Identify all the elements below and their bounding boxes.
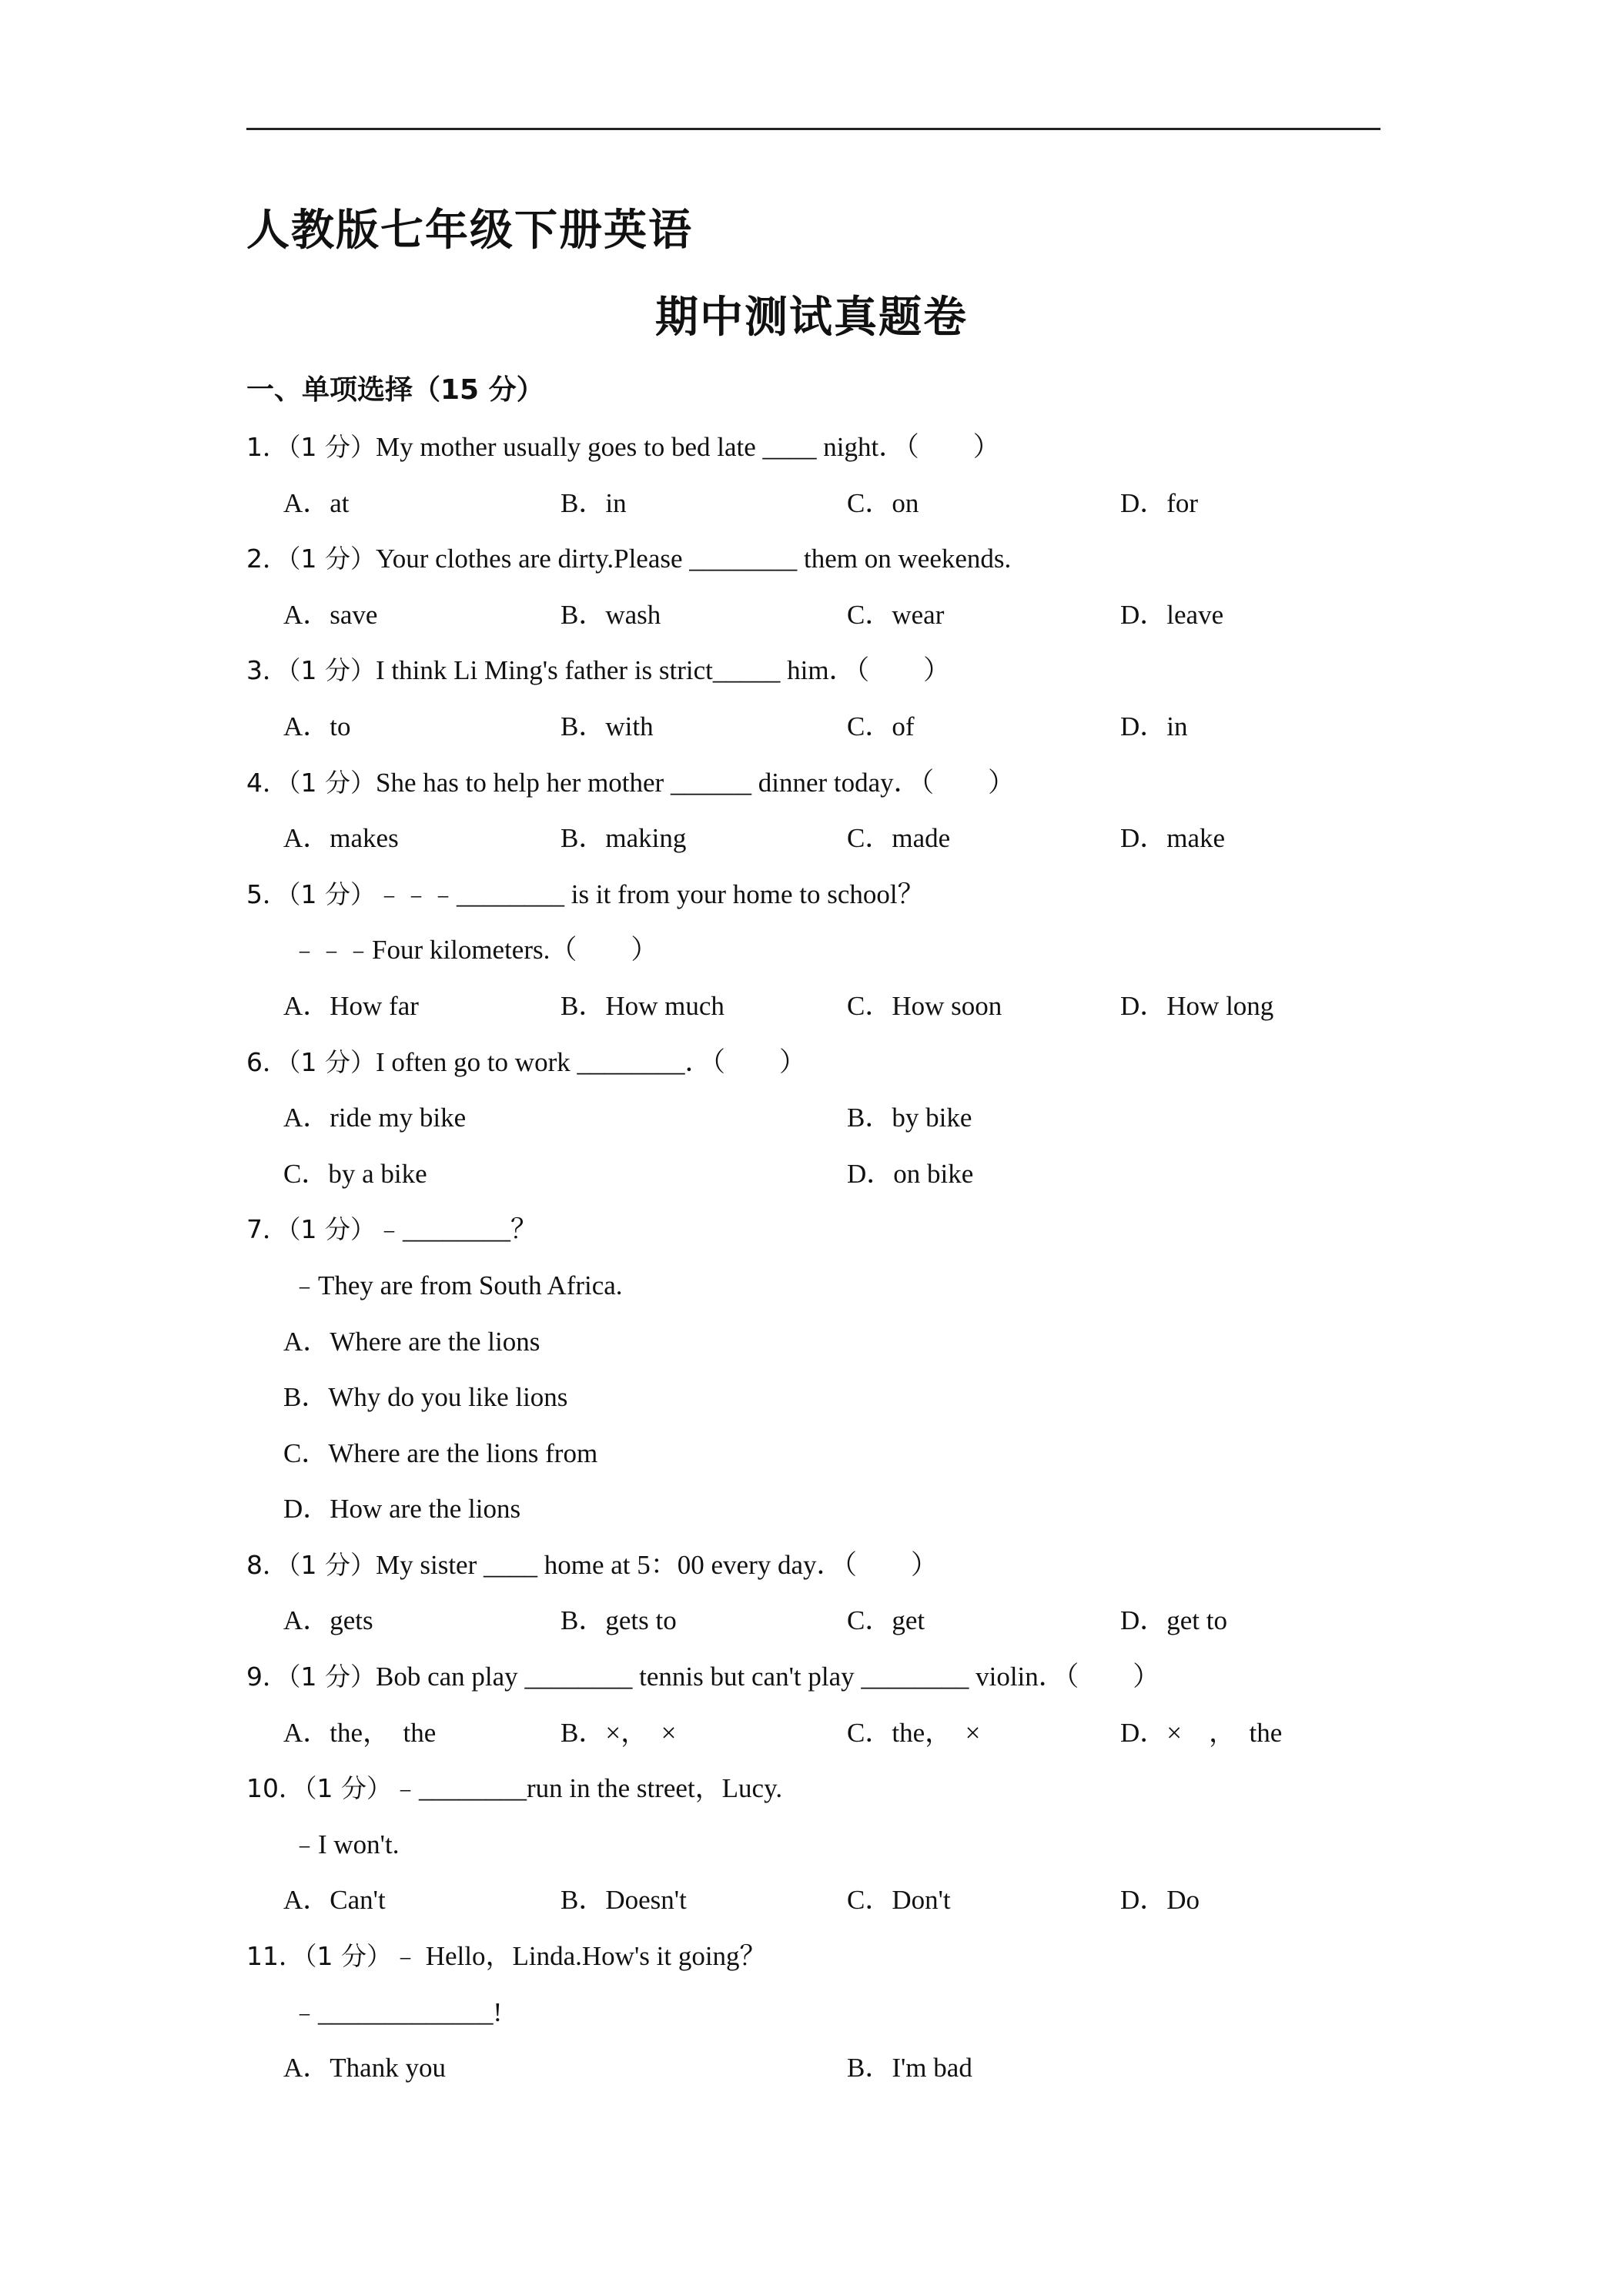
options-row	[0, 1481, 1623, 1538]
options-row	[0, 1593, 1623, 1649]
question-4	[0, 755, 1623, 812]
dialogue-reply: ﹣﹣﹣Four kilometers.（ ）	[291, 935, 658, 966]
option-a: A．at	[283, 487, 350, 518]
options-row	[0, 1314, 1623, 1371]
option-d: D．get to	[1120, 1605, 1228, 1636]
question-text: ﹣ Hello，Linda.How's it going？	[392, 1941, 767, 1972]
options-row	[0, 476, 1623, 532]
question-8	[0, 1538, 1623, 1594]
option-a: A．save	[283, 599, 378, 630]
question-dialogue-line	[0, 1817, 1623, 1873]
question-11	[0, 1929, 1623, 1985]
question-dialogue-line	[0, 922, 1623, 979]
option-b: B．×， ×	[561, 1717, 677, 1748]
question-score: （1 分）	[304, 1773, 392, 1804]
option-b: B．wash	[561, 599, 661, 630]
option-c: C．How soon	[847, 990, 1002, 1021]
question-7	[0, 1202, 1623, 1258]
question-text: ﹣________run in the street，Lucy.	[392, 1773, 783, 1804]
option-b: B．making	[561, 823, 687, 854]
question-text: Your clothes are dirty.Please ________ them on weekends.	[376, 544, 1012, 574]
page-subtitle: 期中测试真题卷	[655, 293, 968, 343]
header-rule	[246, 128, 1380, 130]
section-heading: 一、单项选择（15 分）	[246, 374, 544, 406]
question-score: （1 分）	[288, 544, 376, 574]
options-row	[0, 1426, 1623, 1482]
option-d: D．in	[1120, 711, 1188, 741]
question-number: 4．	[246, 767, 288, 798]
options-row	[0, 1090, 1623, 1146]
question-1	[0, 420, 1623, 476]
question-number: 6．	[246, 1046, 288, 1077]
question-number: 1．	[246, 432, 288, 462]
question-score: （1 分）	[288, 767, 376, 798]
question-number: 10．	[246, 1773, 304, 1804]
option-b: B．in	[561, 487, 627, 518]
question-10	[0, 1761, 1623, 1817]
options-row	[0, 699, 1623, 755]
question-score: （1 分）	[288, 1214, 376, 1245]
option-c: C．by a bike	[283, 1158, 427, 1189]
question-number: 7．	[246, 1214, 288, 1245]
option-d: D．How long	[1120, 990, 1274, 1021]
question-number: 5．	[246, 879, 288, 909]
option-d: D．for	[1120, 487, 1199, 518]
question-text: Bob can play ________ tennis but can't play ________ violin．（ ）	[376, 1662, 1160, 1692]
option-b: B．Doesn't	[561, 1885, 687, 1916]
option-a: A．gets	[283, 1605, 373, 1636]
question-text: ﹣________？	[376, 1214, 538, 1245]
option-c: C．wear	[847, 599, 945, 630]
question-9	[0, 1649, 1623, 1705]
question-score: （1 分）	[288, 1549, 376, 1580]
question-text: I often go to work ________．（ ）	[376, 1046, 806, 1077]
question-score: （1 分）	[288, 432, 376, 462]
dialogue-reply: ﹣I won't.	[291, 1829, 400, 1859]
question-text: My mother usually goes to bed late ____ night．（ ）	[376, 432, 1000, 462]
question-list	[0, 420, 1623, 2097]
option-a: A．Where are the lions	[283, 1326, 540, 1357]
option-d: D．Do	[1120, 1885, 1200, 1916]
option-d: D．leave	[1120, 599, 1224, 630]
question-text: My sister ____ home at 5：00 every day．（ ）	[376, 1549, 939, 1580]
question-number: 8．	[246, 1549, 288, 1580]
options-row	[0, 2040, 1623, 2097]
options-row	[0, 1873, 1623, 1929]
options-row	[0, 1146, 1623, 1203]
option-d: D．× ， the	[1120, 1717, 1283, 1748]
question-score: （1 分）	[288, 1662, 376, 1692]
option-c: C．made	[847, 823, 951, 854]
question-text: ﹣﹣﹣________ is it from your home to school？	[376, 879, 925, 909]
question-number: 9．	[246, 1662, 288, 1692]
option-a: A．Can't	[283, 1885, 386, 1916]
option-d: D．make	[1120, 823, 1226, 854]
option-c: C．on	[847, 487, 919, 518]
option-a: A．makes	[283, 823, 399, 854]
option-c: C．the， ×	[847, 1717, 981, 1748]
options-row	[0, 1705, 1623, 1762]
option-a: A．the， the	[283, 1717, 437, 1748]
option-d: D．How are the lions	[283, 1494, 521, 1525]
option-b: B．I'm bad	[847, 2053, 972, 2083]
question-3	[0, 643, 1623, 699]
option-c: C．of	[847, 711, 915, 741]
question-5	[0, 867, 1623, 923]
question-score: （1 分）	[288, 879, 376, 909]
dialogue-reply: ﹣They are from South Africa.	[291, 1270, 623, 1300]
question-number: 11．	[246, 1941, 304, 1972]
option-a: A．Thank you	[283, 2053, 446, 2083]
option-b: B．with	[561, 711, 654, 741]
question-number: 2．	[246, 544, 288, 574]
option-c: C．Where are the lions from	[283, 1438, 598, 1468]
option-d: D．on bike	[847, 1158, 974, 1189]
option-b: B．How much	[561, 990, 724, 1021]
option-c: C．get	[847, 1605, 925, 1636]
option-a: A．How far	[283, 990, 419, 1021]
question-text: I think Li Ming's father is strict_____ him．（ ）	[376, 655, 951, 686]
option-c: C．Don't	[847, 1885, 951, 1916]
option-b: B．gets to	[561, 1605, 677, 1636]
question-text: She has to help her mother ______ dinner today．（ ）	[376, 767, 1016, 798]
options-row	[0, 587, 1623, 644]
option-a: A．to	[283, 711, 351, 741]
question-score: （1 分）	[288, 1046, 376, 1077]
option-b: B．Why do you like lions	[283, 1382, 568, 1413]
option-a: A．ride my bike	[283, 1103, 467, 1133]
option-b: B．by bike	[847, 1103, 972, 1133]
options-row	[0, 811, 1623, 867]
question-dialogue-line	[0, 1985, 1623, 2041]
question-score: （1 分）	[288, 655, 376, 686]
page-title: 人教版七年级下册英语	[246, 206, 693, 256]
question-6	[0, 1035, 1623, 1091]
options-row	[0, 979, 1623, 1035]
question-number: 3．	[246, 655, 288, 686]
question-2	[0, 531, 1623, 587]
dialogue-reply: ﹣_____________!	[291, 1996, 503, 2027]
question-score: （1 分）	[304, 1941, 392, 1972]
question-dialogue-line	[0, 1258, 1623, 1314]
options-row	[0, 1370, 1623, 1426]
